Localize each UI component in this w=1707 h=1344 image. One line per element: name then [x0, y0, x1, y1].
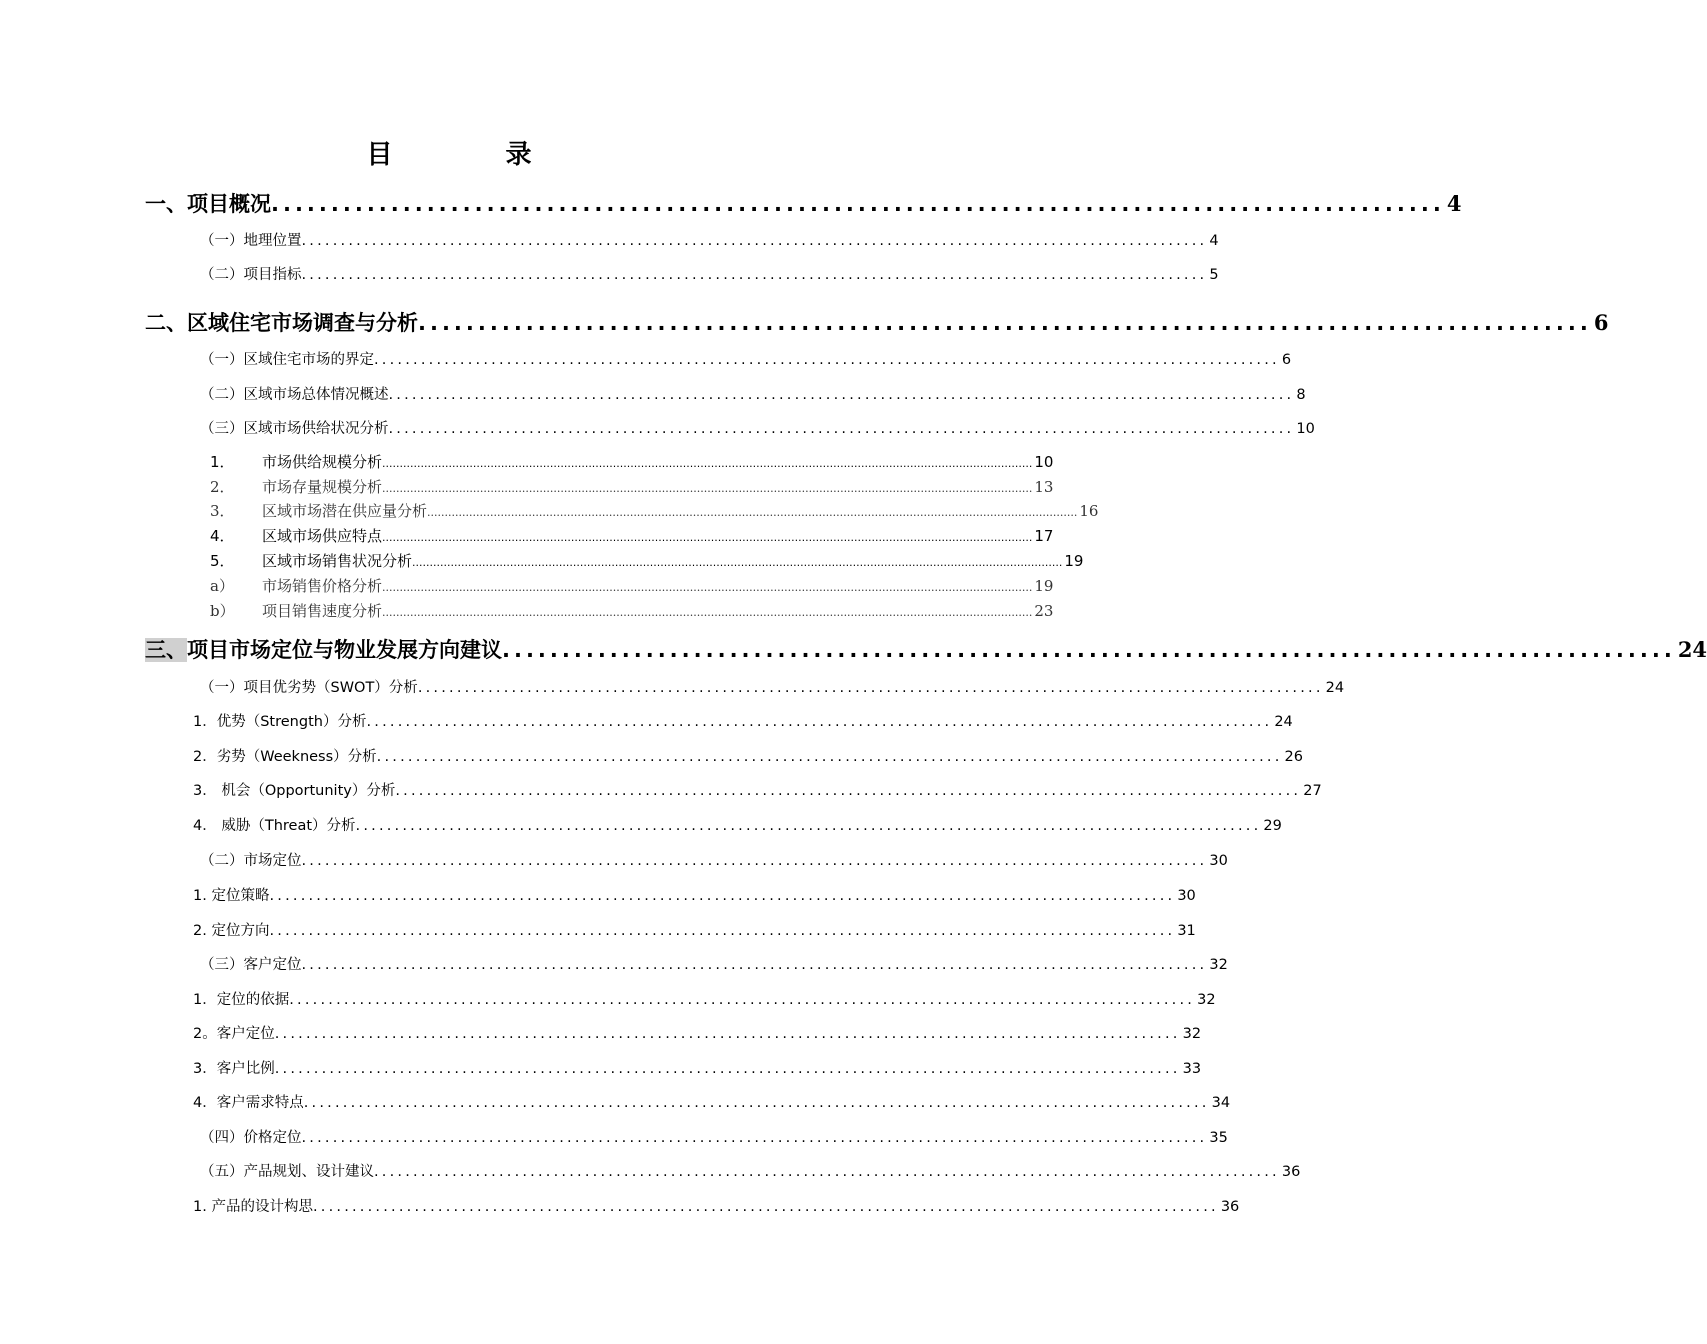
dot-leader: ..........................................................................................................................................................................................: [382, 482, 1033, 495]
page-number: 16: [1079, 502, 1099, 520]
page-number: 34: [1211, 1095, 1231, 1111]
dot-leader: ....................................................................................................................: [395, 783, 1302, 799]
dot-leader: ....................................................................................................................: [301, 233, 1208, 249]
dot-leader: ....................................................................................................................: [301, 957, 1208, 973]
toc-entry-subsection[interactable]: （一）地理位置 .................................................................................................................... 4: [200, 233, 1219, 249]
toc-entry-subsection[interactable]: （一）项目优劣势（SWOT）分析 .................................................................................................................... 24: [200, 680, 1345, 696]
dot-leader: ..................................................................................................: [271, 192, 1445, 216]
dot-leader: ..........................................................................................................................................................................................: [382, 531, 1033, 544]
dot-leader: ....................................................................................................................: [303, 1095, 1210, 1111]
page-number: 35: [1209, 1130, 1228, 1146]
toc-entry-subsection[interactable]: 2. 定位方向 .................................................................................................................... 31: [193, 923, 1196, 939]
dot-leader: ....................................................................................................................: [355, 818, 1262, 834]
page-number: 6: [1281, 352, 1292, 368]
toc-entry-section[interactable]: 一、项目概况 .................................................................................................. 4: [145, 191, 1462, 216]
page-number: 5: [1209, 267, 1219, 283]
page-number: 8: [1296, 387, 1306, 403]
page-number: 32: [1209, 957, 1228, 973]
page-number: 24: [1325, 680, 1345, 696]
toc-entry-section[interactable]: 二、区域住宅市场调查与分析 .................................................................................................. 6: [145, 310, 1609, 335]
page-number: 30: [1209, 853, 1228, 869]
toc-entry-subsection[interactable]: 3． 机会（Opportunity）分析 .................................................................................................................... 27: [193, 783, 1322, 799]
page-number: 19: [1064, 552, 1084, 570]
toc-entry-subsection[interactable]: 2。客户定位 .................................................................................................................... 32: [193, 1026, 1202, 1042]
highlighted-prefix: 三、: [145, 638, 187, 662]
dot-leader: ....................................................................................................................: [366, 714, 1273, 730]
page-number: 4: [1209, 233, 1219, 249]
page-number: 13: [1034, 478, 1054, 496]
dot-leader: ..........................................................................................................................................................................................: [382, 581, 1033, 594]
page-number: 36: [1220, 1199, 1240, 1215]
dot-leader: ....................................................................................................................: [388, 387, 1295, 403]
dot-leader: ....................................................................................................................: [274, 1061, 1181, 1077]
toc-entry-item[interactable]: a） 市场销售价格分析 .......................................................................................................................................................................................... 19: [210, 577, 1054, 595]
toc-entry-item[interactable]: 5． 区域市场销售状况分析 .......................................................................................................................................................................................... 19: [210, 552, 1084, 570]
dot-leader: ....................................................................................................................: [312, 1199, 1219, 1215]
toc-entry-subsection[interactable]: （五）产品规划、设计建议 .................................................................................................................... 36: [200, 1164, 1301, 1180]
page-number: 10: [1034, 453, 1054, 471]
page-number: 4: [1446, 191, 1462, 216]
dot-leader: ....................................................................................................................: [301, 267, 1208, 283]
dot-leader: ..................................................................................................: [418, 311, 1592, 335]
dot-leader: ....................................................................................................................: [269, 923, 1176, 939]
page-number: 27: [1303, 783, 1322, 799]
page-number: 31: [1177, 923, 1196, 939]
toc-entry-subsection[interactable]: 1. 定位策略 .................................................................................................................... 30: [193, 888, 1196, 904]
dot-leader: ....................................................................................................................: [417, 680, 1324, 696]
dot-leader: ....................................................................................................................: [301, 853, 1208, 869]
toc-entry-subsection[interactable]: （三）区域市场供给状况分析 .................................................................................................................... 10: [200, 421, 1315, 437]
toc-entry-item[interactable]: 1． 市场供给规模分析 .......................................................................................................................................................................................... 10: [210, 453, 1054, 471]
toc-entry-subsection[interactable]: 2．劣势（Weekness）分析 .................................................................................................................... 26: [193, 749, 1303, 765]
dot-leader: ..........................................................................................................................................................................................: [427, 506, 1078, 519]
toc-entry-subsection[interactable]: 4．客户需求特点 .................................................................................................................... 34: [193, 1095, 1231, 1111]
page-number: 24: [1677, 637, 1707, 662]
dot-leader: ....................................................................................................................: [376, 749, 1283, 765]
toc-entry-section[interactable]: 三、项目市场定位与物业发展方向建议 .................................................................................................. 24: [145, 637, 1707, 662]
page-number: 30: [1177, 888, 1196, 904]
page-number: 19: [1034, 577, 1054, 595]
toc-entry-item[interactable]: 2． 市场存量规模分析 .......................................................................................................................................................................................... 13: [210, 478, 1054, 496]
dot-leader: ....................................................................................................................: [374, 1164, 1280, 1180]
dot-leader: ..................................................................................................: [502, 638, 1676, 662]
page-number: 17: [1034, 527, 1054, 545]
page-number: 29: [1263, 818, 1282, 834]
page-number: 10: [1296, 421, 1315, 437]
page-number: 26: [1284, 749, 1303, 765]
page-number: 32: [1182, 1026, 1202, 1042]
toc-entry-subsection[interactable]: （三）客户定位 .................................................................................................................... 32: [200, 957, 1228, 973]
toc-entry-subsection[interactable]: （二）项目指标 .................................................................................................................... 5: [200, 267, 1219, 283]
toc-entry-item[interactable]: 3． 区域市场潜在供应量分析 .......................................................................................................................................................................................... 16: [210, 502, 1099, 520]
toc-entry-subsection[interactable]: 1. 产品的设计构思 .................................................................................................................... 36: [193, 1199, 1240, 1215]
page-number: 32: [1197, 992, 1216, 1008]
page-number: 24: [1274, 714, 1293, 730]
page-number: 23: [1034, 602, 1054, 620]
dot-leader: ..........................................................................................................................................................................................: [382, 606, 1033, 619]
toc-entry-subsection[interactable]: 1．定位的依据 .................................................................................................................... 32: [193, 992, 1216, 1008]
dot-leader: ....................................................................................................................: [388, 421, 1295, 437]
dot-leader: ..........................................................................................................................................................................................: [382, 457, 1033, 470]
dot-leader: ....................................................................................................................: [301, 1130, 1208, 1146]
toc-entry-subsection[interactable]: （二）市场定位 .................................................................................................................... 30: [200, 853, 1228, 869]
toc-entry-item[interactable]: b） 项目销售速度分析 .......................................................................................................................................................................................... 23: [210, 602, 1054, 620]
page-number: 36: [1281, 1164, 1301, 1180]
toc-entry-subsection[interactable]: （一）区域住宅市场的界定 .................................................................................................................... 6: [200, 352, 1292, 368]
dot-leader: ....................................................................................................................: [289, 992, 1196, 1008]
dot-leader: ....................................................................................................................: [274, 1026, 1181, 1042]
toc-entry-subsection[interactable]: 4． 威胁（Threat）分析 .................................................................................................................... 29: [193, 818, 1282, 834]
toc-entry-item[interactable]: 4． 区域市场供应特点 .......................................................................................................................................................................................... 17: [210, 527, 1054, 545]
toc-entry-subsection[interactable]: 3．客户比例 .................................................................................................................... 33: [193, 1061, 1202, 1077]
dot-leader: ....................................................................................................................: [269, 888, 1176, 904]
dot-leader: ....................................................................................................................: [374, 352, 1280, 368]
toc-entry-subsection[interactable]: 1．优势（Strength）分析 .................................................................................................................... 24: [193, 714, 1293, 730]
toc-title: 目 录: [366, 140, 584, 170]
page-number: 33: [1182, 1061, 1202, 1077]
page-number: 6: [1593, 310, 1609, 335]
dot-leader: ..........................................................................................................................................................................................: [412, 556, 1063, 569]
toc-entry-subsection[interactable]: （四）价格定位 .................................................................................................................... 35: [200, 1130, 1228, 1146]
toc-entry-subsection[interactable]: （二）区域市场总体情况概述 .................................................................................................................... 8: [200, 387, 1306, 403]
